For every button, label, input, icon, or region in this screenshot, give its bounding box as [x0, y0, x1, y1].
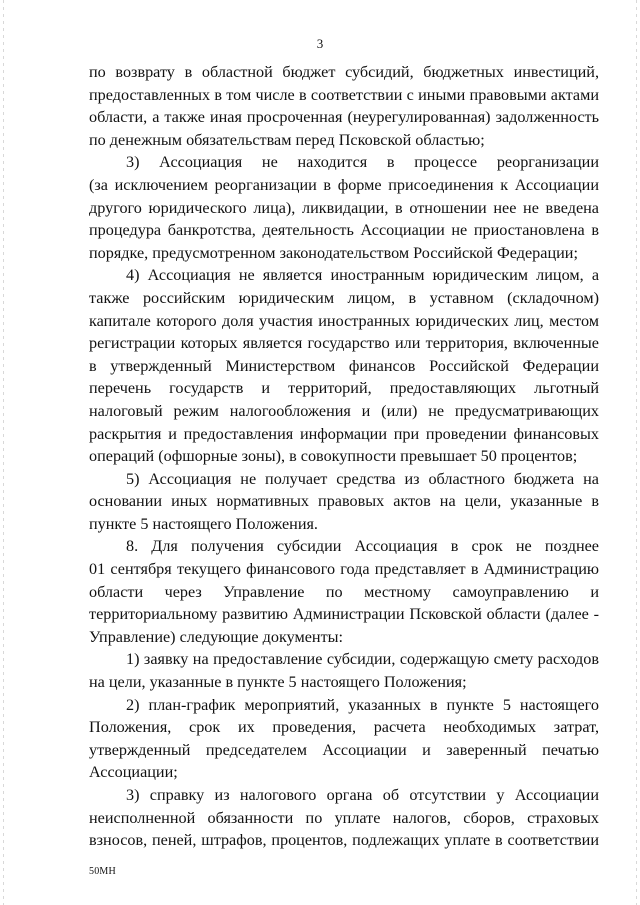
text-line: Положения, срок их проведения, расчета необходимых затрат,: [89, 718, 599, 737]
footer-code: 50МН: [89, 866, 116, 877]
text-line: на цели, указанные в пункте 5 настоящего Положения;: [89, 673, 467, 692]
text-line: также российским юридическим лицом, в уставном (складочном): [89, 288, 599, 307]
text-line: процедура банкротства, деятельность Ассоциации не приостановлена в: [89, 221, 599, 240]
text-line: основании иных нормативных правовых актов на цели, указанные в: [89, 492, 599, 511]
text-line: области через Управление по местному самоуправлению и: [89, 582, 599, 601]
text-line: территориальному развитию Администрации Псковской области (далее -: [89, 605, 599, 624]
text-line: Ассоциации;: [89, 763, 178, 782]
text-line: в утвержденный Министерством финансов Российской Федерации: [89, 356, 599, 375]
text-line: взносов, пеней, штрафов, процентов, подлежащих уплате в соответствии: [89, 831, 599, 850]
text-line: перечень государств и территорий, предоставляющих льготный: [89, 379, 599, 398]
scan-edge-right: [636, 0, 637, 905]
text-line: 5) Ассоциация не получает средства из областного бюджета на: [126, 469, 599, 488]
text-line: предоставленных в том числе в соответствии с иными правовыми актами: [89, 85, 599, 104]
text-line: пункте 5 настоящего Положения.: [89, 514, 318, 533]
text-line: операций (офшорные зоны), в совокупности превышает 50 процентов;: [89, 447, 578, 466]
text-line: области, а также иная просроченная (неурегулированная) задолженность: [89, 108, 599, 127]
scan-edge-left: [3, 0, 4, 905]
text-line: утвержденный председателем Ассоциации и заверенный печатью: [89, 740, 599, 759]
text-line: 3) Ассоциация не находится в процессе реорганизации: [126, 153, 599, 172]
text-line: 1) заявку на предоставление субсидии, содержащую смету расходов: [126, 650, 599, 669]
text-line: 01 сентября текущего финансового года представляет в Администрацию: [89, 560, 599, 579]
text-line: налоговый режим налогообложения и (или) не предусматривающих: [89, 401, 599, 420]
text-line: (за исключением реорганизации в форме присоединения к Ассоциации: [89, 175, 599, 194]
text-line: 3) справку из налогового органа об отсутствии у Ассоциации: [126, 786, 599, 804]
text-line: порядке, предусмотренном законодательством Российской Федерации;: [89, 243, 578, 262]
document-body: [89, 61, 599, 852]
text-line: Управление) следующие документы:: [89, 627, 344, 646]
page-number: 3: [316, 36, 324, 51]
text-line: регистрации которых является государство или территория, включенные: [89, 334, 599, 353]
text-line: по возврату в областной бюджет субсидий, бюджетных инвестиций,: [89, 63, 599, 81]
text-line: по денежным обязательствам перед Псковской областью;: [89, 130, 485, 149]
text-line: другого юридического лица), ликвидации, в отношении нее не введена: [89, 198, 599, 217]
text-line: неисполненной обязанности по уплате налогов, сборов, страховых: [89, 808, 599, 827]
text-line: 8. Для получения субсидии Ассоциация в срок не позднее: [126, 537, 599, 556]
text-line: раскрытия и предоставления информации при проведении финансовых: [89, 424, 599, 443]
text-line: 2) план-график мероприятий, указанных в пункте 5 настоящего: [126, 695, 599, 714]
text-line: 4) Ассоциация не является иностранным юридическим лицом, а: [126, 266, 599, 285]
text-line: капитале которого доля участия иностранных юридических лиц, местом: [89, 311, 599, 330]
